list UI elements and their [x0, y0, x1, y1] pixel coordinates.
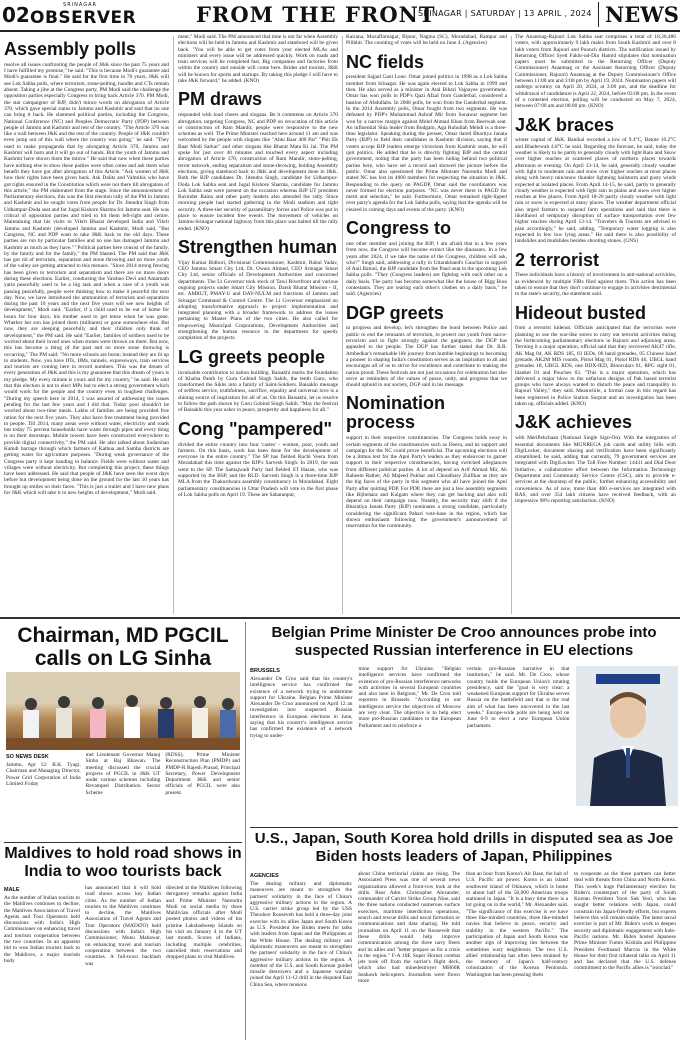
- article-body: Alexander De Croo said that his country's intelligence service has confirmed the existence of a network trying to undermine support for Ukraine. Belgian Prime Minister Alexander De Croo announced on April 12 an investigation into suspected Russian interference in European elections in June, saying that his country's intelligence service has confirmed the existence of a network trying to under-: [250, 676, 353, 739]
- maldives-story: [4, 845, 242, 1041]
- article-body: about China territorial claims are rising. The Associated Press was one of several news organizations allowed a front-row look at the drills. Rear Adm. Christopher Alexander, commander of Carrier Strike Group Nine, said the three nations conducted numerous surface exercises, maritime interdiction operations, search and rescue drills and naval formation or communications and data sharing. He told journalists on April 11 on the Roosevelt that these drills would help improve communication among the three navy fleets and its allies and "better prepare us for a crisis in the region." F-A 18E Super Hornet combat jets took off from the carrier's flight deck, which also had minedestroyer MH60R Seahawk helicopters. Journalists were flown more: [358, 871, 460, 985]
- story-divider: [4, 842, 242, 843]
- column-1: [4, 34, 169, 614]
- article-body: to cooperate as the three partners can better deal with threats from China and North Korea. This week's huge Parliamentary election for Biden's counterpart of the party of South Korean President Yoon Suk Yeol, who has sought better relations with Japan, could constrain his Japan-friendly efforts, but experts believe this will remain stable. The latest naval exercise is part of Mr. Biden's work to deepen security and diplomatic engagement with Indo-Pacific nations. Mr. Biden hosted Japanese Prime Minister Fumio Kishida and Philippine President Ferdinand Marcos in the White House for their first trilateral talks on April 11 and has declared that the U.S. defense commitment to the Pacific allies is "ironclad.": [574, 871, 676, 972]
- article-body: ment," Modi said. The PM announced that time is not far when Assembly elections will be held in Jammu and Kashmir and statehood will be given back. "You will be able to get votes from your elected MLAs and ministers and every issue will be addressed quickly. Work on roads and train services will be completed fast. Big companies and factories from within the country and outside will come here. Brides and tourists, J&K will be known for sports and startups. By taking this pledge I will have to take J&K forward," he added. (KNO): [178, 34, 338, 85]
- section-title: FROM THE FRONT: [196, 2, 436, 27]
- column-rule: [245, 622, 246, 1040]
- byline: MALE: [4, 887, 20, 893]
- section-divider: [0, 617, 680, 619]
- article-body: one other member and joining the BJP, I am afraid that in a few years from now, the Congress will become extinct like the dinosaurs. In a few years after 2024, if we take the name of the Congress, children will ask, who?" Singh said, addressing a rally in Uttarakhand's Gauchar in support of Anil Baluni, the BJP candidate from the Pauri seat in the upcoming Lok Sabha polls. "They (Congress leaders) are fighting with each other on a daily basis. The party has become somewhat like the house of Bigg Boss contestants. They are tearing each other's clothes on a daily basis," he said. (Agencies): [346, 240, 507, 298]
- article-body: president Sajjad Gani Lone. Omar joined politics in 1998 as a Lok Sabha member from Srinagar. He was again elected to Lok Sabha in 1999 and then. He also served as a minister in Atal Bihari Vajpayee government. Omar has won polls in PDP's Qazi Afzal from Ganderbal, considered a bastion of Abdullahs. In 2008 polls, he won from the Ganderbal segment. In the 2014 Assembly polls, Omar fought from two segments. He was defeated by PDP's Muhammad Ashraf Mir from Sonawar segment but won by a narrow margin against Mohd Ahmad Khan from Beerwah seat. An influential Shia leader from Budgam, Aga Ruhullah Mehdi is a three-time legislator. Speaking during the presser, Omar dared Bhartiya Janata Party (BJP) to field their candidates in Kashmir division, saying that if voters accept BJP leaders emerge victorious from Kashmir seats, he will quit politics. He added that he is directly fighting BJP and the central government, noting that the party has been hiding behind two political parties here, who have set a record and showed the picture before the public. Omar also questioned the Prime Minister Narendra Modi and stated NC has lost its 4000 members for respecting the situation in J&K. Responding to the query on PAGDP, Omar said the coordinators was never formed for election purposes. "NC was never there in PAGD for merit and selection," he said. Furthermore, Omar remained tight-lipped over party's agenda for the Lok Sabha polls, saying that the agenda will be cleared in coming days and events of the party. (KNO): [346, 74, 507, 213]
- column-4: [515, 34, 676, 614]
- headline-jk-achieves: J&K achieves: [515, 412, 633, 433]
- article-body: resolve all issues confronting the people of J&K since the past 75 years and I have fulfilled my promise," he said. "This is because Modi's guarantee and Modi's guarantee is final." He said for the first time in 70 years, J&K will see Lok Sabha polls, where terrorism, stone-pelting, bandhs and CTs remain absent. Taking a jibe at the Congress party, PM Modi said the challenge the opposition parties especially Congress to bring back Article 370. PM Modi, the star campaigner of BJP, didn't mince words on abrogation of Article 370, which gave special status to Jammu and Kashmir and said that no one can bring it back. He slammed political parties, including the Congress, National Conference (NC) and Peoples Democratic Party (PDP) between people of Jammu and Kashmir and rest of the country. "The Article 370 was like a wall between J&K and the rest of the country. People of J&K couldn't even jump out of this wall where the country was going," he said. "They used to make propaganda that by abrogating Article 370, Jammu and Kashmir will burn and it will go out of hands. But the youth of Jammu and Kashmir have shown them the mirror." He said that now when these parties have nothing else to show these parties were often come and ask them what benefit they have got after abrogation of this Article. "Ask women of J&K how their rights have been given back. Ask Dalits and Valmikis who have got rights ensured in the Constitution which were not there till abrogation of this article," the PM elaborated from the stage. Since the announcement of Parliamentary elections, this was the first election rally of the PM in Jammu and Kashmir and he sought votes from people for Dr. Jitendra Singh from Udhampur-Doda seat and for Jugal Kishore Sharma for Jammu seat. He was critical of opposition parties and tried to hit them left-right and centre. Maintaining that his visits to Vikrit Bharat developed India and Vikrit Jammu and Kashmir (developed Jammu and Kashmir, Modi said, "But Congress, NC and PDP want to take J&K back to the old days. These parties are run by particular families and no one has damaged Jammu and Kashmir as much as they have." "Political parties here consist of the family, by the family and for the family," the PM blasted. The PM said that J&K has got rid of terrorism, separatism and stone throwing and no more youth of the valley are getting attracted to this menace. "Since 2014 strong fencing has been given to terrorism and separatism and there are no more doors during these elections. Earlier, conducting the Vaishno Devi and Amarnath yatra peacefully used to be a big task and when a case of a youth was passing peacefully, people were thinking how to make it peaceful the next day. Now, we have introduced the ammunition of terrorists and separatists during the past 10 years and the next five years will see new heights of development," Modi said. "Earlier, if a child used to be out of home for hours for four days, his mother used to get tense when he was gone. Whether her son has joined them (militants) or gone somewhere else. But now, they are sleeping peacefully and their children only think of development," the PM said. He said "Earlier, families of soldiers used to be worried about their loved ones when stones were thrown on them. But now, this has become a thing of the past and no more stone throwing is occurring." The PM said: "No more schools are burnt; instead they are lit up to students. Now, you have IITs, IIMs, tunnels, expressways, train services and tourists are coming here in record numbers. This was the dream of every generation of J&K and this is my guarantee that this dream of yours is my pledge. My every minute is yours and for my country," he said. He said that this election is not to elect MPs but to elect a strong government which would work for the people and the country even in toughest challenges. "During my speech here in 2014, I was assured of addressing the issues pending for the last few years and I did that. Today poor shouldn't be worried about two-time meals. Lakhs of families are being provided free ration for the next five years. They also have free treatment being provided to people. Till 2014, many areas were without water, electricity and roads but today 75 percent households have water through pipes and every thing is on their doorsteps. Mobile towers have been constructed everywhere to provide digital connectivity," the PM said. He also talked about Sudarshan Kamdi barrage through which farmers of Kathua and Samba districts are getting water for agriculture purposes. "During weak governance of the Congress party it kept handing in balance. Fields were without water and villages were without electricity. But completing this project, these things have been addressed. He said that people of J&K have seen the worst days before but development being done on the ground for the last 10 years has brought up smiles on their faces. "This is just a trailer and I have new plans for J&K which will take it to new heights of development," Modi said.: [4, 61, 169, 497]
- article-body: certain pro-Russian narrative in that institution," he said. Mr. De Croo, whose country holds the European Union's rotating presidency, said the "goal is very clear: a weakened European support for Ukraine serves Russia on the battlefield and that is the real aim of what has been uncovered in the last weeks." Europe-wide polls are being held on June 6-9 to elect a new European Union parliament.: [467, 666, 570, 729]
- article-body: mine support for Ukraine. "Belgian intelligence services have confirmed the existence of pro-Russian interference networks with activities in several European countries and also here in Belgium," Mr. De Croo told reporters in Brussels. "According to our intelligence service the objectives of Moscow are very clear. The objective is to help elect more pro-Russian candidates to the European Parliament and to reinforce a: [358, 666, 461, 729]
- section-tag: NEWS: [598, 2, 679, 27]
- article-body: As the number of Indian tourists to the Maldives continues to decline, the Maldives Association of Travel Agents and Tour Operators held discussions with India's High Commissioner on enhancing travel and tourism cooperation between the two countries. In an apparent bid to woo Indian tourists back to the Maldives, a major tourism body: [4, 895, 80, 964]
- dateline: SRINAGAR | SATURDAY | 13 APRIL , 2024: [418, 9, 592, 18]
- article-body: invaluable contribution to nation building. Baisakhi marks the foundation of Khalsa Panth by Guru Gobind Singh Sahib, the tenth Guru, who transformed the Sikhs into a family of Saint-Soldiers. Baisakhi message of selfless service, truthfulness, sacrifice, equality and universal love is a shining source of inspiration for all of us. On this Baisakhi, let us resolve to follow the path shown by Guru Gobind Singh Sahib. "May the festival of Baisakhi this year usher in peace, prosperity and happiness for all.": [178, 369, 338, 414]
- byline: SO NEWS DESK: [6, 754, 49, 760]
- belgium-story: [250, 622, 678, 827]
- article-body: The Anantnag-Rajouri Lok Sabha seat comprises a total of 18,30,486 voters, with approximately 9 lakh males from South Kashmir and over 8 lakh voters from Rajouri and Poonch districts. The notification issued by Returning Officer Syed Fakhr-ud-Din Hamid stipulates that nomination papers must be submitted to the Returning Officer (Deputy Commissioner) Anantnag or the Assistant Returning Officer (Deputy Commissioner, Rajouri) Anantnag at the Deputy Commissioner's Office between 11:00 am and 3:00 pm by April 19, 2024. Nomination papers will undergo scrutiny on April 20, 2024, at 3:00 pm, and the deadline for withdrawal of candidature is April 22, 2024, before 03:00 pm. In the event of a contested election, polling will be conducted on May 7, 2024, between 07:00 am and 06:00 pm. (KNO): [515, 34, 676, 110]
- headline-strengthen-human: Strengthen human: [178, 236, 338, 257]
- column-rule: [511, 36, 512, 614]
- article-body: These individuals have a history of involvement in anti-national activities, as evidenced by multiple FIRs filed against them. This action has been taken to ensure that they don't continue to engage in activities detrimental to the state's security, the statement said.: [515, 272, 676, 298]
- headline-belgium: Belgian Prime Minister De Croo announces probe into suspected Russian interference in EU elections: [271, 624, 657, 659]
- article-body: than an hour from Korea's Air Base, the hub of U.S. Pacific air power. Korea is an island southwest island of Okinawa, which is home to about half of the 50,000 American troops stationed in Japan. "It is a busy time there is a lot going on in the world," Mr. Alexander said. "The significance of this exercise is we have three like-minded countries, three like-minded navies that believe in peace, security and stability in the western Pacific." The participation of Japan and South Korea was another sign of improving ties between the sometimes wary neighbours. The two U.S. allies' relationship has often been strained by the memory of Japan's half-century colonization of the Korean Peninsula. Washington has been pressing them: [466, 871, 568, 978]
- headline-dgp-greets: DGP greets: [346, 302, 444, 323]
- article-body: Kairana, Muzaffarnagar, Bijnor, Nagina (SC), Moradabad, Rampur and Pilibhit. The counting of votes will be held on June 4. (Agencies): [346, 34, 507, 47]
- column-rule: [342, 36, 343, 614]
- news-photo: [6, 672, 240, 750]
- byline: AGENCIES: [250, 873, 279, 879]
- headline-hideout-busted: Hideout busted: [515, 302, 646, 323]
- article-body: The dealing military and diplomatic maneuvers are meant to strengthen the partners' solidarity in the face of China's aggressive military actions in the region. A U.S. carrier strike group led by the USS Theodore Roosevelt has held a three-day joint exercise with its allies Japan and South Korea as U.S. President Joe Biden meets for talks with leaders from Japan and the Philippines at the White House. The dealing military and diplomatic maneuvers are meant to strengthen the partners' solidarity in the face of China's aggressive military actions in the region. A member of the U.S. and South Korean guided missile destroyers and a Japanese warship joined the April 11-12 drill in the disputed East China Sea, where tensions: [250, 881, 352, 988]
- article-body: Jammu, Apr 12: R.K. Tyagi, Chairman and Managing Director, Power Grid Corporation of India Limited Friday: [6, 762, 81, 787]
- column-2: [178, 34, 338, 614]
- headline-jk-braces: J&K braces: [515, 114, 615, 135]
- brand-name: OBSERVER: [30, 8, 137, 28]
- article-body: responded with loud cheers and slogans. Be it comments on Article 370 abrogation, targeting Congress, NC and PDP on revocation of this article or construction of Ram Mandir, people were responsive to the new schemes as well. The Prime Minister reached here around 11 am and was welcomed by the people with slogans like "Abki Baar 400 Par" "Phir Ek Baar Modi Sarkar" and other slogans like Bharat Mata Ki Jai. The PM spoke for just over 40 minutes and touched every aspect including abrogation of Article 370, construction of Ram Mandir, stone-pelting, terror network, ending separatism and stone-throwing, holding Assembly elections, giving statehood back to J&K and development done in J&K. Both the BJP candidates Dr. Jitendra Singh, candidate for Udhampur-Doda Lok Sabha seat and Jugal Kishore Sharma, candidate for Jammu Lok Sabha seat were present on the occasion whereas BJP UT president Ravinder Raina and other party leaders also attended the rally. Since morning people had started gathering in the Modi stadium and tight security. A three-tier security of paramilitary forces and Police was put in place to ensure incident free events. The movement of vehicles on Jammu-Srinagar national highway from this place was halted till the rally ended. (KNO): [178, 112, 338, 232]
- column-rule: [173, 36, 174, 614]
- headline-pm-draws: PM draws: [178, 89, 263, 110]
- headline-assembly-polls: Assembly polls: [4, 39, 137, 59]
- article-body: (RDSS), Prime Minister Reconstruction Plan (PMDP) and PMDP-R Rajesh Prasad, Principal Secretary, Power Development Department J&K and senior officials of PGCIL were also present.: [165, 752, 240, 796]
- column-3: [346, 34, 507, 614]
- masthead: [0, 0, 680, 32]
- headline-congress-to: Congress to: [346, 218, 452, 239]
- usjapan-story: [250, 830, 678, 1042]
- news-photo: [576, 666, 679, 806]
- headline-cong-pampered: Cong "pampered": [178, 418, 333, 439]
- headline-lg-greets: LG greets people: [178, 346, 326, 367]
- brand-city: SRINAGAR: [63, 2, 97, 8]
- headline-nc-fields: NC fields: [346, 51, 425, 72]
- article-body: with MeriPehchaan (National Single Sign-On). With the integration of essential documents like MGNREGA job cards and utility bills with DigiLocker, document sharing and verification have been significantly streamlined, he said, adding that currently, 79 government services are integrated with DigiLocker. The Toll Free Number: 14431 and Dial Door Initiative, a collaborative effort between the Information Technology Department and Community Service Centre (CSC), aim to provide e-services at the doorstep of the public, further enhancing accessibility and convenience. As of now, more than 400 e-services are integrated with RAS, and over 354 lakh citizens have received feedback, with an impressive 98% reporting satisfaction. (KNO): [515, 435, 676, 505]
- article-body: met Lieutenant Governor Manoj Sinha at Raj Bhawan. The meeting discussed the crucial projects of PGCIL in J&K UT under various schemes including Revamped Distribution Sector Scheme: [85, 752, 161, 796]
- byline: BRUSSELS: [250, 668, 280, 674]
- article-body: Vijay Kumar Bidhuri, Divisional Commissioner, Kashmir, Rahul Yadav, CEO Jammu Smart City Ltd, Dr. Owais Ahmed, CEO Srinagar Smart City Ltd, senior officials of Development Authorities and concerned departments. The Lt Governor took stock of Tawi Riverfront and various ongoing projects under Smart City Mission, Darsh Bharat Mission - II, etc. AMRUT, PMAY-U and DAY-NULM and functions of Jammu and Srinagar Command & Control Centre. The Lt Governor emphasized on adopting transformative approach to project implementation and integrated planning with a broader framework to address the issues pertaining to Master Plans of the two cities. He also called for empowering Municipal Corporations, Development Authorities and strengthening the human resource in the department for speedy completion of the projects.: [178, 259, 338, 342]
- article-body: directed at the Maldives following derogatory remarks against India and Prime Minister Narendra Modi on social media by three Maldivian officials after Modi posted photos and videos of his pristine Lakshadweep Islands on his visit on January 4 to the UT last month. Scores of Indians, including multiple celebrities, cancelled their reservations and dropped plans to visit Maldives.: [166, 885, 242, 961]
- story-divider: [250, 827, 678, 828]
- brand-logo: [30, 2, 137, 28]
- article-body: to progress and develop, let's strengthen the bond between Police and public to end the remnants of terrorism, to protect our youth from narco-terrorism and to fight strongly against the gangsters, the DGP has appealed to the people. The DGP has further stated that Dr. B.R. Ambedkar's remarkable life journey from humble beginnings to becoming a pioneer in shaping India's constitution serves as an inspiration to all and encourages all of us to strive for excellence and contribute to making the nation proud. These festivals are not just occasions for celebration but also serve as reminders of the values of peace, unity, and progress that we should uphold in our society, DGP said in his message.: [346, 325, 507, 389]
- article-body: winter capital of J&K. Banihal recorded a low of 9.4°C, Batote 10.2°C and Bhaderwah 4.8°C he said. Regarding the forecast, he said, today the weather is likely to be partly to generally cloudy with light Rain and Snow over higher reaches at scattered places of northern places towards afternoon or evening. On April 13-14, he said, generally cloudy weather with light to moderate rain and snow over higher reaches at most places along with heavy rain/snow thunder lightning hailstorm and gusty winds expected at isolated places. From April 14-15, he said, partly to generally cloudy weather is expected with light rain in plains and snow over higher reaches at few places. From April 18-20 partly cloudy weather with light rain or snow is expected at many places. The weather department official also urged farmers to suspend farm operations and said that there is likelihood of temporary disruption of surface transportation over few higher reaches during April 13-14. "Travelers & Tourists are advised to plan accordingly," he said, adding, "Temporary water logging is also expected in few low lying areas." He said there is also possibility of landslides and mudslides besides shooting stones. (GNS): [515, 137, 676, 245]
- headline-2-terrorist: 2 terrorist: [515, 249, 600, 270]
- pgcil-body: [6, 752, 240, 844]
- headline-pgcil: Chairman, MD PGCIL calls on LG Sinha: [17, 624, 229, 670]
- headline-nomination-process: Nomination process: [346, 393, 445, 433]
- page-number: 02: [2, 3, 30, 27]
- headline-usjapan: U.S., Japan, South Korea hold drills in disputed sea as Joe Biden hosts leaders of Japan, Philippines: [254, 830, 674, 865]
- article-body: from a terrorist hideout. Officials anticipated that the terrorists were planning to use the war-like stores to carry out terrorist activities during the forthcoming parliamentary elections in Rajouri and adjoining areas. Terming it a major operation, official said that they recovered AK47 rifle, AK Mag 04, AK RDS 185, 03 IEDs, 06 hand grenades, 05 Chinese hand grenade, AK2M MIS rounds, Pistol Mag 01, Pistol RDS 46, UBGL hand grenades 18, UBGL RDS, one RDX-IED, Binoculars 01, RPG sight 01, blanket 01 and Pouches 03. "This is a major operation, which has delivered a major blow to the nefarious designs of Pak based terrorist groups who have always wanted to disturb the peace and tranquility in Rajouri Valley," they said. Meanwhile, a formal case in this regard has been registered in Police Station Surprat and an investigation has been taken up, officials added. (KNO): [515, 325, 676, 408]
- headline-maldives: Maldives to hold road shows in India to woo tourists back: [4, 845, 242, 880]
- group-photo-illustration: [6, 672, 240, 750]
- article-body: divided the entire country into four 'castes' - women, poor, youth and farmers. On this basis, work has been done for the development of everyone in the entire country." The SP has fielded Ruchi Veera from Moradabad this time against the BJP's Sarvesh Singh. In 2019, the seat went to the SP. The Samajwadi Party had fielded ST Hasan, who was supported by the BSP, and the RLD. Sarvesh Singh is a three-time BJP MLA from the Thakurdwara assembly constituency in Moradabad. Eight parliamentary constituencies in Uttar Pradesh will vote in the first phase of Lok Sabha polls on April 19. These are Saharanpur,: [178, 441, 338, 498]
- article-body: has announced that it will hold road shows across key Indian cities. As the number of Indian tourists to the Maldives continues to decline, the Maldives Association of Travel Agents and Tour Operators (MATATO) held discussions with India's High Commissioner, Munu Mahawar, on enhancing travel and tourism cooperation between the two countries. A full-town backlash was: [85, 885, 161, 967]
- article-body: support in their respective constituencies. The Congress holds sway in certain segments of the constituencies such as Doeru, and its support and campaign for the NC could prove beneficial. The upcoming elections will be a litmus test for the Apni Party's leaders as they endeavour to garner support in their respective constituencies, having switched allegiances from different political parties. A lot of depend on Arif Ahmad Mir, Ab Raheem Rather, Ali Majeed Pukhar and Choudhary Zulfikar as they are the big faces of the party in this segment who all have joined the Apni Party after quitting PDP. For PDP, there are just a few assembly segments like Bijbehara and Kulgam where they can get backing and also will depend on their campaign now. Notably, the security may shift if the Bharatiya Janata Party (BJP) nominates a strong candidate, particularly considering the significant Pahari vote-base in the region, which has shown enthusiasm following the government's announcement of reservation for the community.: [346, 435, 507, 530]
- portrait-illustration: [576, 666, 679, 806]
